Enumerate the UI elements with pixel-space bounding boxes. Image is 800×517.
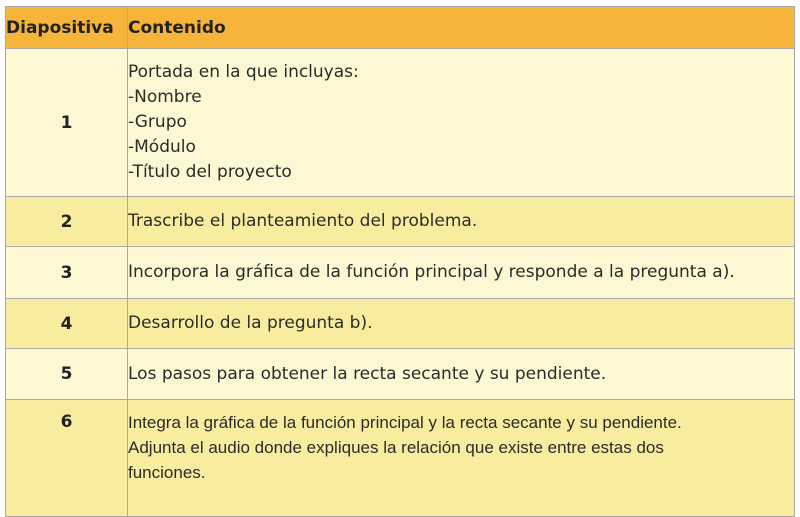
slide-content <box>128 247 795 299</box>
slide-number: 1 <box>6 49 128 197</box>
content-line: Desarrollo de la pregunta b). <box>128 313 373 333</box>
content-line: Integra la gráfica de la función principal y la recta secante y su pendiente. <box>128 413 682 432</box>
slide-content <box>128 49 795 197</box>
content-line: Portada en la que incluyas: <box>128 62 359 82</box>
slide-content <box>128 299 795 349</box>
content-line: -Nombre <box>128 87 202 107</box>
content-line: Trascribe el planteamiento del problema. <box>128 211 478 231</box>
slides-table <box>5 6 795 517</box>
slide-content <box>128 197 795 247</box>
content-line: -Módulo <box>128 137 196 157</box>
column-header-diapositiva: Diapositiva <box>6 7 128 49</box>
table-row <box>6 349 795 400</box>
table-row <box>6 49 795 197</box>
content-line: Los pasos para obtener la recta secante y su pendiente. <box>128 363 607 384</box>
slide-number: 5 <box>6 349 128 400</box>
content-line: -Grupo <box>128 112 187 132</box>
table-row <box>6 197 795 247</box>
slide-number: 3 <box>6 247 128 299</box>
slide-number: 6 <box>6 400 128 517</box>
table-row <box>6 247 795 299</box>
content-line: -Título del proyecto <box>128 162 292 182</box>
table-header-row <box>6 7 795 49</box>
content-line: Incorpora la gráfica de la función principal y responde a la pregunta a). <box>128 262 735 282</box>
table-row <box>6 400 795 517</box>
content-line: funciones. <box>128 463 206 482</box>
slide-number: 2 <box>6 197 128 247</box>
table-row <box>6 299 795 349</box>
content-line: Adjunta el audio donde expliques la relación que existe entre estas dos <box>128 438 664 457</box>
slide-content <box>128 400 795 517</box>
slide-content <box>128 349 795 400</box>
slide-number: 4 <box>6 299 128 349</box>
column-header-contenido: Contenido <box>128 7 795 49</box>
